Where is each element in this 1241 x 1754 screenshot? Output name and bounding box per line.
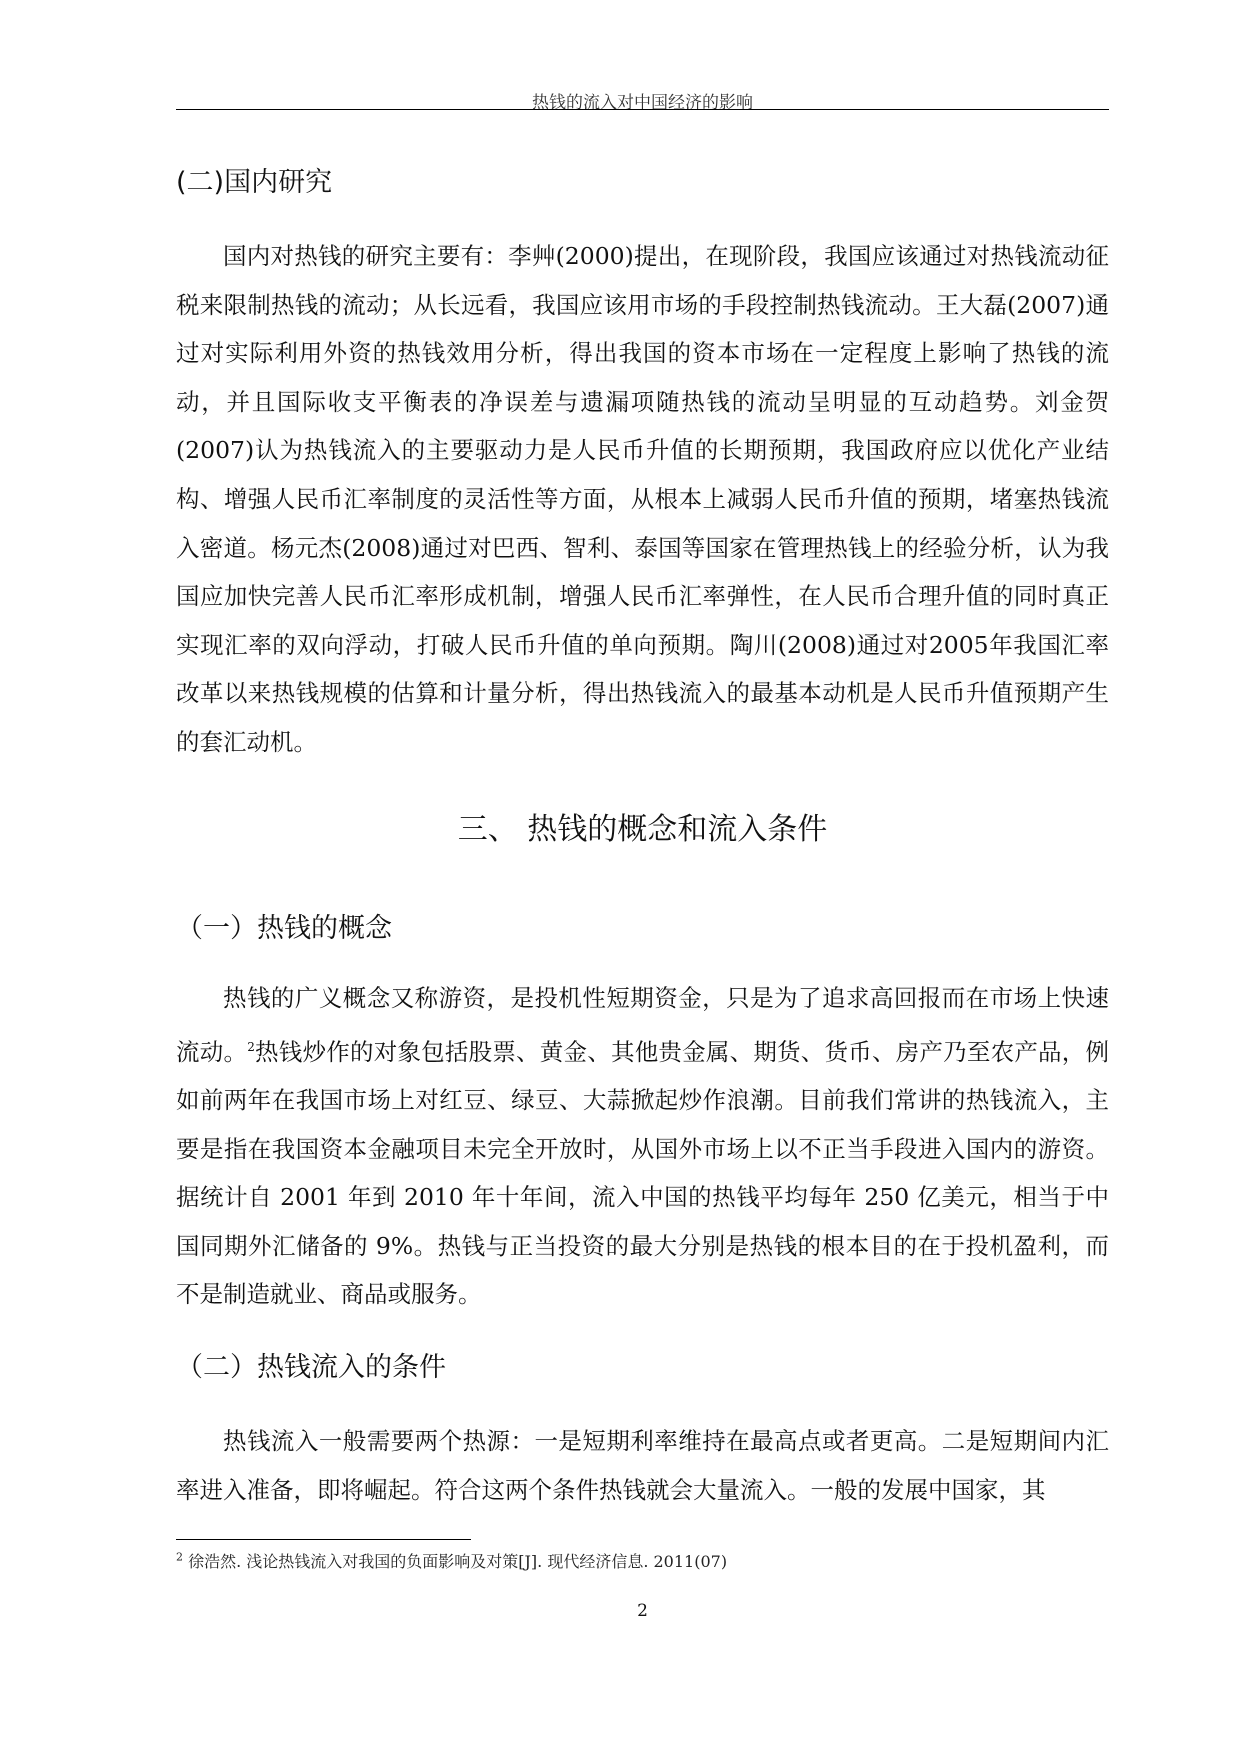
section-heading-domestic-research: (二)国内研究 [176, 167, 333, 198]
paragraph-concept-part1: 热钱的广义概念又称游资，是投机性短期资金，只是为了追求高回报而在市场上快速流动。 [176, 984, 1109, 1066]
section-heading-concept: （一）热钱的概念 [176, 913, 392, 944]
section-heading-conditions: （二）热钱流入的条件 [176, 1352, 446, 1383]
footnote [176, 1549, 1109, 1572]
footnote-marker: 2 [176, 1550, 183, 1564]
chapter-heading: 三、 热钱的概念和流入条件 [457, 812, 828, 847]
header-rule [176, 109, 1109, 110]
footnote-rule [176, 1539, 471, 1540]
footnote-text: 徐浩然. 浅论热钱流入对我国的负面影响及对策[J]. 现代经济信息. 2011(07) [183, 1552, 728, 1571]
paragraph-concept [176, 974, 1109, 1319]
paragraph-domestic-research: 国内对热钱的研究主要有：李艸(2000)提出，在现阶段，我国应该通过对热钱流动征税来限制热钱的流动；从长远看，我国应该用市场的手段控制热钱流动。王大磊(2007)通过对实际利用外资的热钱效用分析，得出我国的资本市场在一定程度上影响了热钱的流动，并且国际收支平衡表的净误差与遗漏项随热钱的流动呈明显的互动趋势。刘金贺(2007)认为热钱流入的主要驱动力是人民币升值的长期预期，我国政府应以优化产业结构、增强人民币汇率制度的灵活性等方面，从根本上减弱人民币升值的预期，堵塞热钱流入密道。杨元杰(2008)通过对巴西、智利、泰国等国家在管理热钱上的经验分析，认为我国应加快完善人民币汇率形成机制，增强人民币汇率弹性，在人民币合理升值的同时真正实现汇率的双向浮动，打破人民币升值的单向预期。陶川(2008)通过对2005年我国汇率改革以来热钱规模的估算和计量分析，得出热钱流入的最基本动机是人民币升值预期产生的套汇动机。 [176, 242, 1109, 756]
footnote-reference: 2 [247, 1039, 255, 1054]
paragraph-conditions: 热钱流入一般需要两个热源：一是短期利率维持在最高点或者更高。二是短期间内汇率进入准备，即将崛起。符合这两个条件热钱就会大量流入。一般的发展中国家，其 [176, 1427, 1109, 1504]
paragraph-concept-part2: 热钱炒作的对象包括股票、黄金、其他贵金属、期货、货币、房产乃至农产品，例如前两年在我国市场上对红豆、绿豆、大蒜掀起炒作浪潮。目前我们常讲的热钱流入，主要是指在我国资本金融项目未完全开放时，从国外市场上以不正当手段进入国内的游资。据统计自 2001 年到 2010 年十年间，流入中国的热钱平均每年 250 亿美元，相当于中国同期外汇储备的 9%。热钱与正当投资的最大分别是热钱的根本目的在于投机盈利，而不是制造就业、商品或服务。 [176, 1037, 1110, 1309]
page-number: 2 [637, 1601, 648, 1621]
running-header: 热钱的流入对中国经济的影响 [532, 93, 753, 113]
